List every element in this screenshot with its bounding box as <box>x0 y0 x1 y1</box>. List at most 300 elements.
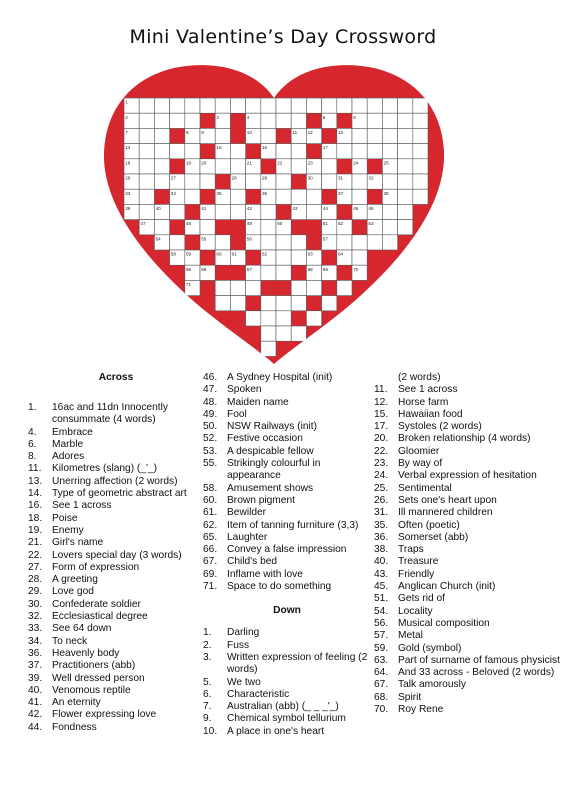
clue-text: Locality <box>398 605 433 617</box>
grid-cell[interactable] <box>291 235 306 250</box>
clue-item <box>374 606 560 618</box>
grid-cell[interactable] <box>154 128 169 143</box>
clue-number: 34. <box>28 635 43 647</box>
grid-number: 4 <box>246 114 250 120</box>
clue-number: 14. <box>28 488 43 500</box>
grid-cell[interactable] <box>215 159 230 174</box>
clue-number: 1. <box>203 627 212 639</box>
grid-cell[interactable] <box>291 113 306 128</box>
grid-number: 3 <box>216 114 219 120</box>
clue-text: To neck <box>52 635 88 647</box>
clue-number: 21. <box>28 537 43 549</box>
grid-cell[interactable] <box>170 113 185 128</box>
grid-number: 69 <box>322 266 328 272</box>
grid-cell[interactable] <box>215 235 230 250</box>
grid-cell[interactable] <box>154 144 169 159</box>
grid-cell[interactable] <box>382 113 397 128</box>
clue-item <box>203 520 371 532</box>
grid-cell[interactable] <box>306 311 321 326</box>
clue-text: Anglican Church (init) <box>398 581 496 593</box>
grid-cell[interactable] <box>154 220 169 235</box>
grid-cell[interactable] <box>139 144 154 159</box>
clue-text: Treasure <box>398 556 439 568</box>
grid-cell[interactable] <box>291 296 306 311</box>
clue-item <box>374 384 560 396</box>
grid-cell[interactable] <box>139 204 154 219</box>
grid-cell[interactable] <box>398 128 413 143</box>
clue-item <box>374 495 560 507</box>
grid-number: 13 <box>338 130 344 135</box>
grid-cell[interactable] <box>382 174 397 189</box>
clue-item <box>374 581 560 593</box>
grid-cell[interactable] <box>337 98 352 113</box>
clue-text: Festive occasion <box>227 433 303 445</box>
grid-cell[interactable] <box>276 189 291 204</box>
clue-item <box>203 713 371 725</box>
clue-number: 19. <box>28 524 43 536</box>
grid-cell[interactable] <box>413 128 428 143</box>
grid-cell[interactable] <box>246 311 261 326</box>
grid-cell[interactable] <box>382 98 397 113</box>
clue-item <box>203 640 371 652</box>
clue-text: Darling <box>227 627 260 639</box>
grid-cell[interactable] <box>352 189 367 204</box>
grid-cell[interactable] <box>367 113 382 128</box>
grid-cell[interactable] <box>261 128 276 143</box>
grid-number: 26 <box>125 175 131 181</box>
grid-cell[interactable] <box>261 296 276 311</box>
clue-number: 29. <box>28 586 43 598</box>
grid-cell[interactable] <box>230 296 245 311</box>
grid-number: 19 <box>186 160 192 166</box>
grid-cell[interactable] <box>291 144 306 159</box>
grid-cell[interactable] <box>352 250 367 265</box>
clue-number: 4. <box>28 426 37 438</box>
grid-cell[interactable] <box>337 144 352 159</box>
clue-number: 62. <box>203 519 218 531</box>
grid-cell[interactable] <box>185 144 200 159</box>
grid-number: 34 <box>170 190 176 196</box>
clue-text: Somerset (abb) <box>398 531 469 543</box>
grid-cell[interactable] <box>230 204 245 219</box>
grid-cell[interactable] <box>246 98 261 113</box>
grid-number: 17 <box>322 145 328 151</box>
clue-number: 49. <box>203 408 218 420</box>
clue-item <box>203 581 371 593</box>
grid-cell[interactable] <box>139 189 154 204</box>
grid-number: 5 <box>322 114 326 120</box>
grid-cell[interactable] <box>398 174 413 189</box>
clue-item <box>203 397 371 409</box>
grid-number: 25 <box>383 160 389 166</box>
clue-item <box>374 372 560 384</box>
clue-text: Heavenly body <box>52 647 120 659</box>
clue-number: 20. <box>374 433 389 445</box>
grid-cell[interactable] <box>215 128 230 143</box>
clue-number: 22. <box>374 445 389 457</box>
clue-number: 35. <box>374 519 389 531</box>
grid-cell[interactable] <box>413 144 428 159</box>
grid-cell[interactable] <box>337 280 352 295</box>
grid-cell[interactable] <box>276 265 291 280</box>
grid-cell[interactable] <box>276 98 291 113</box>
grid-cell[interactable] <box>352 98 367 113</box>
clue-number: 37. <box>28 660 43 672</box>
clue-number: 58. <box>203 482 218 494</box>
grid-number: 38 <box>383 190 389 196</box>
clue-text: Love god <box>52 586 94 598</box>
clue-number: 12. <box>374 396 389 408</box>
clue-text: Child's bed <box>227 556 278 568</box>
grid-cell[interactable] <box>322 174 337 189</box>
clue-text: Amusement shows <box>227 482 314 494</box>
grid-number: 30 <box>307 175 313 181</box>
grid-cell[interactable] <box>261 204 276 219</box>
clue-text: A place in one's heart <box>227 725 325 737</box>
clue-number: 13. <box>28 475 43 487</box>
grid-cell[interactable] <box>200 174 215 189</box>
clue-number: 45. <box>374 581 389 593</box>
grid-number: 14 <box>125 145 131 151</box>
clue-item <box>28 427 200 439</box>
clue-item <box>203 701 371 713</box>
clue-item <box>374 618 560 630</box>
clue-text: Fool <box>227 408 247 420</box>
grid-number: 46 <box>368 206 374 211</box>
clue-text: Hawaiian food <box>398 408 463 420</box>
grid-number: 7 <box>125 130 128 135</box>
clue-number: 70. <box>374 704 389 716</box>
grid-cell[interactable] <box>352 144 367 159</box>
clue-number: 28. <box>28 574 43 586</box>
grid-cell[interactable] <box>170 204 185 219</box>
grid-number: 9 <box>201 130 204 135</box>
grid-cell[interactable] <box>246 174 261 189</box>
grid-cell[interactable] <box>261 235 276 250</box>
clue-text: See 1 across <box>398 384 458 396</box>
grid-number: 59 <box>186 251 192 257</box>
grid-cell[interactable] <box>413 189 428 204</box>
clue-number: 61. <box>203 507 218 519</box>
grid-number: 47 <box>140 221 146 227</box>
grid-number: 66 <box>201 266 207 272</box>
clue-number: 1. <box>28 402 37 413</box>
clue-text: Type of geometric abstract art <box>52 488 187 500</box>
grid-cell[interactable] <box>185 113 200 128</box>
clue-number: 44. <box>28 721 43 733</box>
clue-item <box>374 630 560 642</box>
clue-item <box>203 569 371 581</box>
grid-cell[interactable] <box>215 204 230 219</box>
grid-cell[interactable] <box>382 235 397 250</box>
clue-text: Horse farm <box>398 396 449 408</box>
clue-text: Spirit <box>398 691 422 703</box>
grid-cell[interactable] <box>261 265 276 280</box>
clue-number: 60. <box>203 494 218 506</box>
clue-text: NSW Railways (init) <box>227 421 317 433</box>
clue-text: Enemy <box>52 524 84 536</box>
clue-item <box>28 402 200 427</box>
clue-item <box>203 384 371 396</box>
grid-cell[interactable] <box>215 296 230 311</box>
grid-cell[interactable] <box>398 204 413 219</box>
clue-text: Form of expression <box>52 561 140 573</box>
grid-cell[interactable] <box>398 113 413 128</box>
clue-item <box>28 722 200 734</box>
clue-item <box>374 483 560 495</box>
grid-cell[interactable] <box>276 235 291 250</box>
clue-number: 10. <box>203 725 218 737</box>
clue-item <box>28 685 200 697</box>
clue-text: Sentimental <box>398 482 452 494</box>
grid-cell[interactable] <box>154 159 169 174</box>
grid-cell[interactable] <box>276 174 291 189</box>
grid-cell[interactable] <box>276 326 291 341</box>
clue-item <box>374 679 560 691</box>
grid-cell[interactable] <box>306 189 321 204</box>
clue-item <box>374 458 560 470</box>
clue-item <box>374 433 560 445</box>
grid-cell[interactable] <box>230 280 245 295</box>
grid-number: 52 <box>338 221 344 227</box>
grid-number: 58 <box>170 251 176 257</box>
grid-cell[interactable] <box>276 250 291 265</box>
grid-cell[interactable] <box>139 113 154 128</box>
grid-cell[interactable] <box>413 174 428 189</box>
grid-cell[interactable] <box>291 326 306 341</box>
clue-number: 57. <box>374 630 389 642</box>
clue-list <box>0 372 566 792</box>
clue-item <box>28 623 200 635</box>
clue-item <box>203 446 371 458</box>
clue-item <box>374 409 560 421</box>
grid-cell[interactable] <box>261 311 276 326</box>
grid-cell[interactable] <box>261 98 276 113</box>
grid-cell[interactable] <box>139 159 154 174</box>
clue-text: Characteristic <box>227 688 290 700</box>
grid-cell[interactable] <box>352 235 367 250</box>
grid-cell[interactable] <box>367 128 382 143</box>
grid-cell[interactable] <box>261 113 276 128</box>
clue-text: Practitioners (abb) <box>52 660 136 672</box>
clue-number: 48. <box>203 396 218 408</box>
grid-cell[interactable] <box>230 189 245 204</box>
clue-item <box>374 704 560 716</box>
grid-cell[interactable] <box>306 204 321 219</box>
grid-cell[interactable] <box>367 235 382 250</box>
clue-item <box>28 463 200 475</box>
grid-number: 49 <box>246 221 252 227</box>
grid-number: 65 <box>186 266 192 272</box>
clue-number: 65. <box>203 531 218 543</box>
grid-cell[interactable] <box>382 144 397 159</box>
clue-item <box>374 397 560 409</box>
clue-item <box>28 537 200 549</box>
grid-cell[interactable] <box>398 220 413 235</box>
grid-cell[interactable] <box>170 98 185 113</box>
clue-item <box>203 556 371 568</box>
clue-number: 41. <box>28 697 43 709</box>
grid-number: 67 <box>246 266 252 272</box>
grid-cell[interactable] <box>154 174 169 189</box>
grid-number: 29 <box>262 175 268 181</box>
clue-item <box>203 495 371 507</box>
grid-cell[interactable] <box>185 98 200 113</box>
grid-cell[interactable] <box>139 128 154 143</box>
grid-cell[interactable] <box>291 98 306 113</box>
down-header: Down <box>273 605 301 617</box>
grid-cell[interactable] <box>382 220 397 235</box>
grid-cell[interactable] <box>306 280 321 295</box>
clue-item <box>203 409 371 421</box>
grid-cell[interactable] <box>154 113 169 128</box>
clue-item <box>203 458 371 483</box>
clue-number: 36. <box>374 531 389 543</box>
grid-cell[interactable] <box>413 98 428 113</box>
clue-number: 47. <box>203 384 218 396</box>
clue-item <box>374 655 560 667</box>
clue-item <box>28 599 200 611</box>
clue-text: Spoken <box>227 384 262 396</box>
clue-text: Embrace <box>52 426 93 438</box>
grid-cell[interactable] <box>230 144 245 159</box>
grid-cell[interactable] <box>276 311 291 326</box>
grid-cell[interactable] <box>322 296 337 311</box>
clue-item <box>28 697 200 709</box>
grid-number: 64 <box>338 251 344 257</box>
clue-item <box>28 611 200 623</box>
grid-cell[interactable] <box>398 159 413 174</box>
grid-cell[interactable] <box>215 98 230 113</box>
grid-number: 61 <box>231 251 237 257</box>
clue-item <box>28 709 200 721</box>
grid-cell[interactable] <box>322 159 337 174</box>
grid-cell[interactable] <box>398 98 413 113</box>
across-column <box>28 372 200 734</box>
grid-cell[interactable] <box>352 174 367 189</box>
clue-text: Systoles (2 words) <box>398 421 482 433</box>
grid-cell[interactable] <box>185 174 200 189</box>
clue-item <box>28 525 200 537</box>
clue-text: Space to do something <box>227 581 332 593</box>
clue-number: 9. <box>203 713 212 725</box>
grid-cell[interactable] <box>337 235 352 250</box>
grid-cell[interactable] <box>276 296 291 311</box>
grid-cell[interactable] <box>322 98 337 113</box>
clue-number: 69. <box>203 568 218 580</box>
grid-number: 63 <box>307 251 313 257</box>
grid-cell[interactable] <box>398 189 413 204</box>
clue-text: A despicable fellow <box>227 445 314 457</box>
clue-number: 53. <box>203 445 218 457</box>
clue-number: 54. <box>374 605 389 617</box>
grid-number: 24 <box>353 160 359 166</box>
grid-cell[interactable] <box>170 235 185 250</box>
clue-text: Broken relationship (4 words) <box>398 433 531 445</box>
clue-text: Girl's name <box>52 537 104 549</box>
clue-number: 67. <box>203 556 218 568</box>
clue-text: Gold (symbol) <box>398 642 462 654</box>
heart-crossword-grid[interactable] <box>104 64 444 364</box>
clue-number: 6. <box>28 438 37 450</box>
grid-number: 45 <box>353 206 359 211</box>
grid-number: 57 <box>322 236 328 242</box>
clue-text: See 1 across <box>52 500 112 512</box>
grid-cell[interactable] <box>200 220 215 235</box>
grid-cell[interactable] <box>413 159 428 174</box>
page-title: Mini Valentine’s Day Crossword <box>129 26 437 48</box>
clue-number: 2. <box>203 639 212 651</box>
clue-number: 46. <box>203 372 218 383</box>
clue-number <box>374 372 398 384</box>
grid-number: 53 <box>368 221 374 227</box>
grid-number: 35 <box>216 190 222 196</box>
clue-item <box>28 476 200 488</box>
grid-cell[interactable] <box>200 98 215 113</box>
grid-cell[interactable] <box>139 174 154 189</box>
grid-cell[interactable] <box>276 144 291 159</box>
grid-cell[interactable] <box>215 280 230 295</box>
grid-cell[interactable] <box>291 159 306 174</box>
grid-cell[interactable] <box>291 280 306 295</box>
grid-cell[interactable] <box>261 326 276 341</box>
grid-cell[interactable] <box>230 98 245 113</box>
clue-item <box>28 660 200 672</box>
grid-number: 22 <box>277 160 283 166</box>
grid-number: 43 <box>292 206 298 211</box>
grid-cell[interactable] <box>291 189 306 204</box>
clue-number: 11. <box>374 384 388 396</box>
grid-cell[interactable] <box>367 144 382 159</box>
clue-text: Well dressed person <box>52 672 145 684</box>
clue-text: We two <box>227 676 261 688</box>
grid-cell[interactable] <box>230 159 245 174</box>
grid-cell[interactable] <box>261 220 276 235</box>
grid-cell[interactable] <box>170 144 185 159</box>
clue-text: Flower expressing love <box>52 709 157 721</box>
grid-cell[interactable] <box>154 98 169 113</box>
clue-text: Poise <box>52 512 78 524</box>
grid-cell[interactable] <box>185 189 200 204</box>
grid-cell[interactable] <box>139 98 154 113</box>
grid-number: 6 <box>353 114 356 120</box>
clue-text: By way of <box>398 458 443 470</box>
grid-cell[interactable] <box>398 144 413 159</box>
clue-text: Talk amorously <box>398 679 466 691</box>
grid-cell[interactable] <box>306 98 321 113</box>
clue-text: And 33 across - Beloved (2 words) <box>398 667 555 679</box>
grid-number: 18 <box>125 160 131 166</box>
grid-cell[interactable] <box>413 113 428 128</box>
grid-cell[interactable] <box>382 128 397 143</box>
grid-cell[interactable] <box>246 280 261 295</box>
clue-item <box>203 677 371 689</box>
clue-item <box>28 574 200 586</box>
grid-cell[interactable] <box>291 250 306 265</box>
clue-number: 39. <box>28 672 43 684</box>
clue-number: 24. <box>374 470 389 482</box>
grid-cell[interactable] <box>352 128 367 143</box>
grid-cell[interactable] <box>261 341 276 356</box>
grid-cell[interactable] <box>367 98 382 113</box>
grid-cell[interactable] <box>276 113 291 128</box>
grid-cell[interactable] <box>382 204 397 219</box>
clue-number: 11. <box>28 463 42 475</box>
clue-item <box>28 439 200 451</box>
clue-item <box>203 433 371 445</box>
clue-text: Part of surname of famous physicist <box>398 654 560 666</box>
clue-item <box>203 726 371 738</box>
